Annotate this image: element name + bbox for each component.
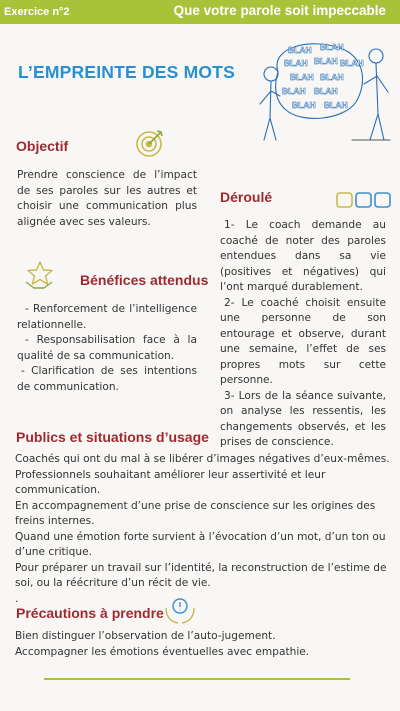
publics-line: Quand une émotion forte survient à l’évocation d’un mot, d’un ton ou d’une critique. [15, 530, 386, 558]
deroule-step-3: 3- Lors de la séance suivante, on analyse les ressentis, les changements observés, et les prises de conscience. [220, 389, 386, 448]
bubble-word: BLAH [284, 58, 308, 68]
publics-lines [15, 452, 390, 607]
benefice-item: - Responsabilisation face à la qualité de sa communication. [17, 334, 197, 362]
precaution-line: Accompagner les émotions éventuelles avec empathie. [15, 645, 310, 658]
precautions-heading: Précautions à prendre [16, 605, 164, 621]
publics-line: . [15, 592, 19, 605]
bubble-word: BLAH [340, 58, 364, 68]
objectif-text: Prendre conscience de l’impact de ses paroles sur les autres et choisir une communication plus alignée avec ses valeurs. [17, 169, 197, 228]
publics-line: En accompagnement d’une prise de conscience sur les origines des freins internes. [15, 499, 376, 527]
publics-line: Coachés qui ont du mal à se libérer d’images négatives d’eux-mêmes. [15, 453, 390, 465]
deroule-step-2: 2- Le coaché choisit ensuite une personne de son entourage et observe, durant une semaine, l’effet de ses propres mots sur cette personne. [220, 296, 386, 386]
bubble-word: BLAH [324, 100, 348, 110]
bubble-word: BLAH [314, 56, 338, 66]
deroule-steps [220, 218, 386, 451]
publics-line: Professionnels souhaitant améliorer leur assertivité et leur communication. [15, 468, 326, 496]
bubble-word: BLAH [292, 100, 316, 110]
benefice-item: - Clarification de ses intentions de communication. [17, 365, 197, 393]
exercise-label: Exercice n°2 [4, 6, 70, 18]
blah-illustration [252, 36, 392, 142]
steps-icon [336, 191, 392, 209]
precautions-lines [15, 629, 385, 660]
header-title: Que votre parole soit impeccable [173, 3, 386, 18]
deroule-step-1: 1- Le coach demande au coaché de noter des paroles entendues dans sa vie (positives et négatives) qui l’ont marqué durablement. [220, 219, 386, 293]
precaution-line: Bien distinguer l’observation de l’auto-jugement. [15, 630, 276, 642]
bubble-word: BLAH [314, 86, 338, 96]
bubble-word: BLAH [320, 72, 344, 82]
benefices-heading: Bénéfices attendus [80, 272, 209, 288]
benefice-item: - Renforcement de l’intelligence relationnelle. [17, 303, 197, 331]
target-icon [134, 127, 166, 159]
benefices-list [17, 302, 197, 395]
objectif-heading: Objectif [16, 138, 69, 154]
bubble-word: BLAH [288, 45, 312, 55]
star-hand-icon [24, 260, 56, 292]
publics-line: Pour préparer un travail sur l’identité, la reconstruction de l’estime de soi, ou la réécriture d’un récit de vie. [15, 561, 387, 589]
bubble-word: BLAH [320, 42, 344, 52]
page-title: L’EMPREINTE DES MOTS [18, 62, 235, 82]
publics-heading: Publics et situations d’usage [16, 429, 209, 445]
deroule-heading: Déroulé [220, 189, 273, 205]
bubble-word: BLAH [290, 72, 314, 82]
bottom-divider [44, 678, 350, 680]
bubble-word: BLAH [282, 86, 306, 96]
caution-hands-icon [164, 596, 196, 626]
